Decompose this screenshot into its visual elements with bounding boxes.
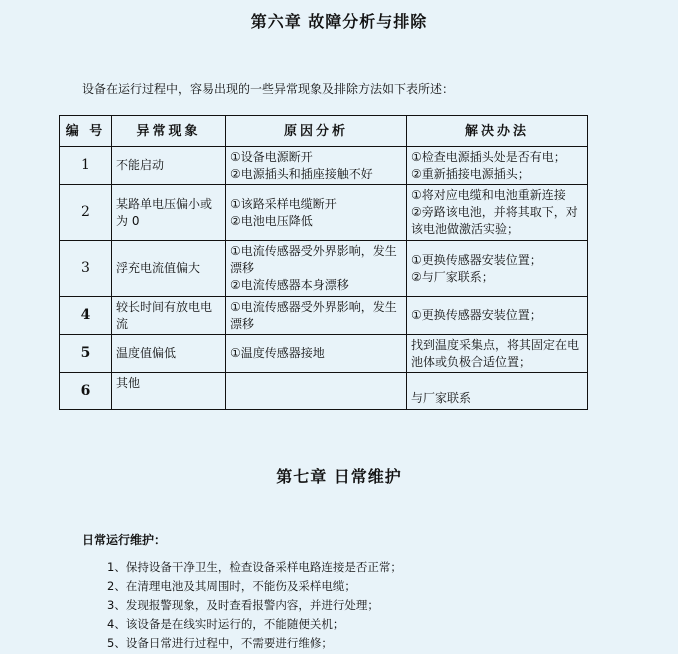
chapter-6-title: 第六章 故障分析与排除	[250, 12, 428, 31]
list-item: 3、发现报警现象，及时查看报警内容，并进行处理；	[107, 598, 379, 612]
row-number: 2	[60, 185, 112, 241]
table-header-row	[60, 116, 588, 147]
table-row	[60, 185, 588, 241]
header-symptom: 异常现象	[112, 116, 226, 147]
chapter-7-title: 第七章 日常维护	[276, 467, 402, 486]
header-solution: 解决办法	[407, 116, 588, 147]
chapter-6-intro: 设备在运行过程中，容易出现的一些异常现象及排除方法如下表所述：	[82, 82, 455, 96]
table-row	[60, 297, 588, 335]
row-number: 1	[60, 147, 112, 185]
row-symptom: 浮充电流值偏大	[112, 241, 226, 297]
daily-maintenance-list	[107, 558, 402, 653]
list-item: 4、该设备是在线实时运行的，不能随便关机；	[107, 617, 345, 631]
table-row	[60, 335, 588, 373]
row-number: 5	[60, 335, 112, 373]
row-symptom: 较长时间有放电电流	[112, 297, 226, 335]
list-item: 1、保持设备干净卫生，检查设备采样电路连接是否正常；	[107, 560, 402, 574]
row-cause: ①温度传感器接地	[226, 335, 407, 373]
row-symptom: 某路单电压偏小或为 0	[112, 185, 226, 241]
row-solution: 与厂家联系	[407, 373, 588, 410]
list-item: 2、在清理电池及其周围时，不能伤及采样电缆；	[107, 579, 356, 593]
row-cause: ①设备电源断开 ②电源插头和插座接触不好	[226, 147, 407, 185]
header-cause: 原因分析	[226, 116, 407, 147]
header-number: 编 号	[60, 116, 112, 147]
table-row	[60, 373, 588, 410]
table-row	[60, 241, 588, 297]
row-symptom: 其他	[112, 373, 226, 410]
list-item: 5、设备日常进行过程中，不需要进行维修；	[107, 636, 333, 650]
fault-table	[59, 115, 588, 410]
row-solution: ①检查电源插头处是否有电； ②重新插接电源插头；	[407, 147, 588, 185]
daily-maintenance-heading: 日常运行维护：	[82, 533, 167, 547]
row-symptom: 不能启动	[112, 147, 226, 185]
row-cause: ①该路采样电缆断开 ②电池电压降低	[226, 185, 407, 241]
row-number: 6	[60, 373, 112, 410]
row-solution: ①更换传感器安装位置；	[407, 297, 588, 335]
row-number: 4	[60, 297, 112, 335]
row-cause: ①电流传感器受外界影响，发生漂移 ②电流传感器本身漂移	[226, 241, 407, 297]
row-cause: ①电流传感器受外界影响，发生漂移	[226, 297, 407, 335]
row-solution: ①将对应电缆和电池重新连接 ②旁路该电池，并将其取下，对该电池做激活实验；	[407, 185, 588, 241]
row-solution: 找到温度采集点，将其固定在电池体或负极合适位置；	[407, 335, 588, 373]
row-cause	[226, 373, 407, 410]
row-number: 3	[60, 241, 112, 297]
row-solution: ①更换传感器安装位置； ②与厂家联系；	[407, 241, 588, 297]
row-symptom: 温度值偏低	[112, 335, 226, 373]
table-row	[60, 147, 588, 185]
